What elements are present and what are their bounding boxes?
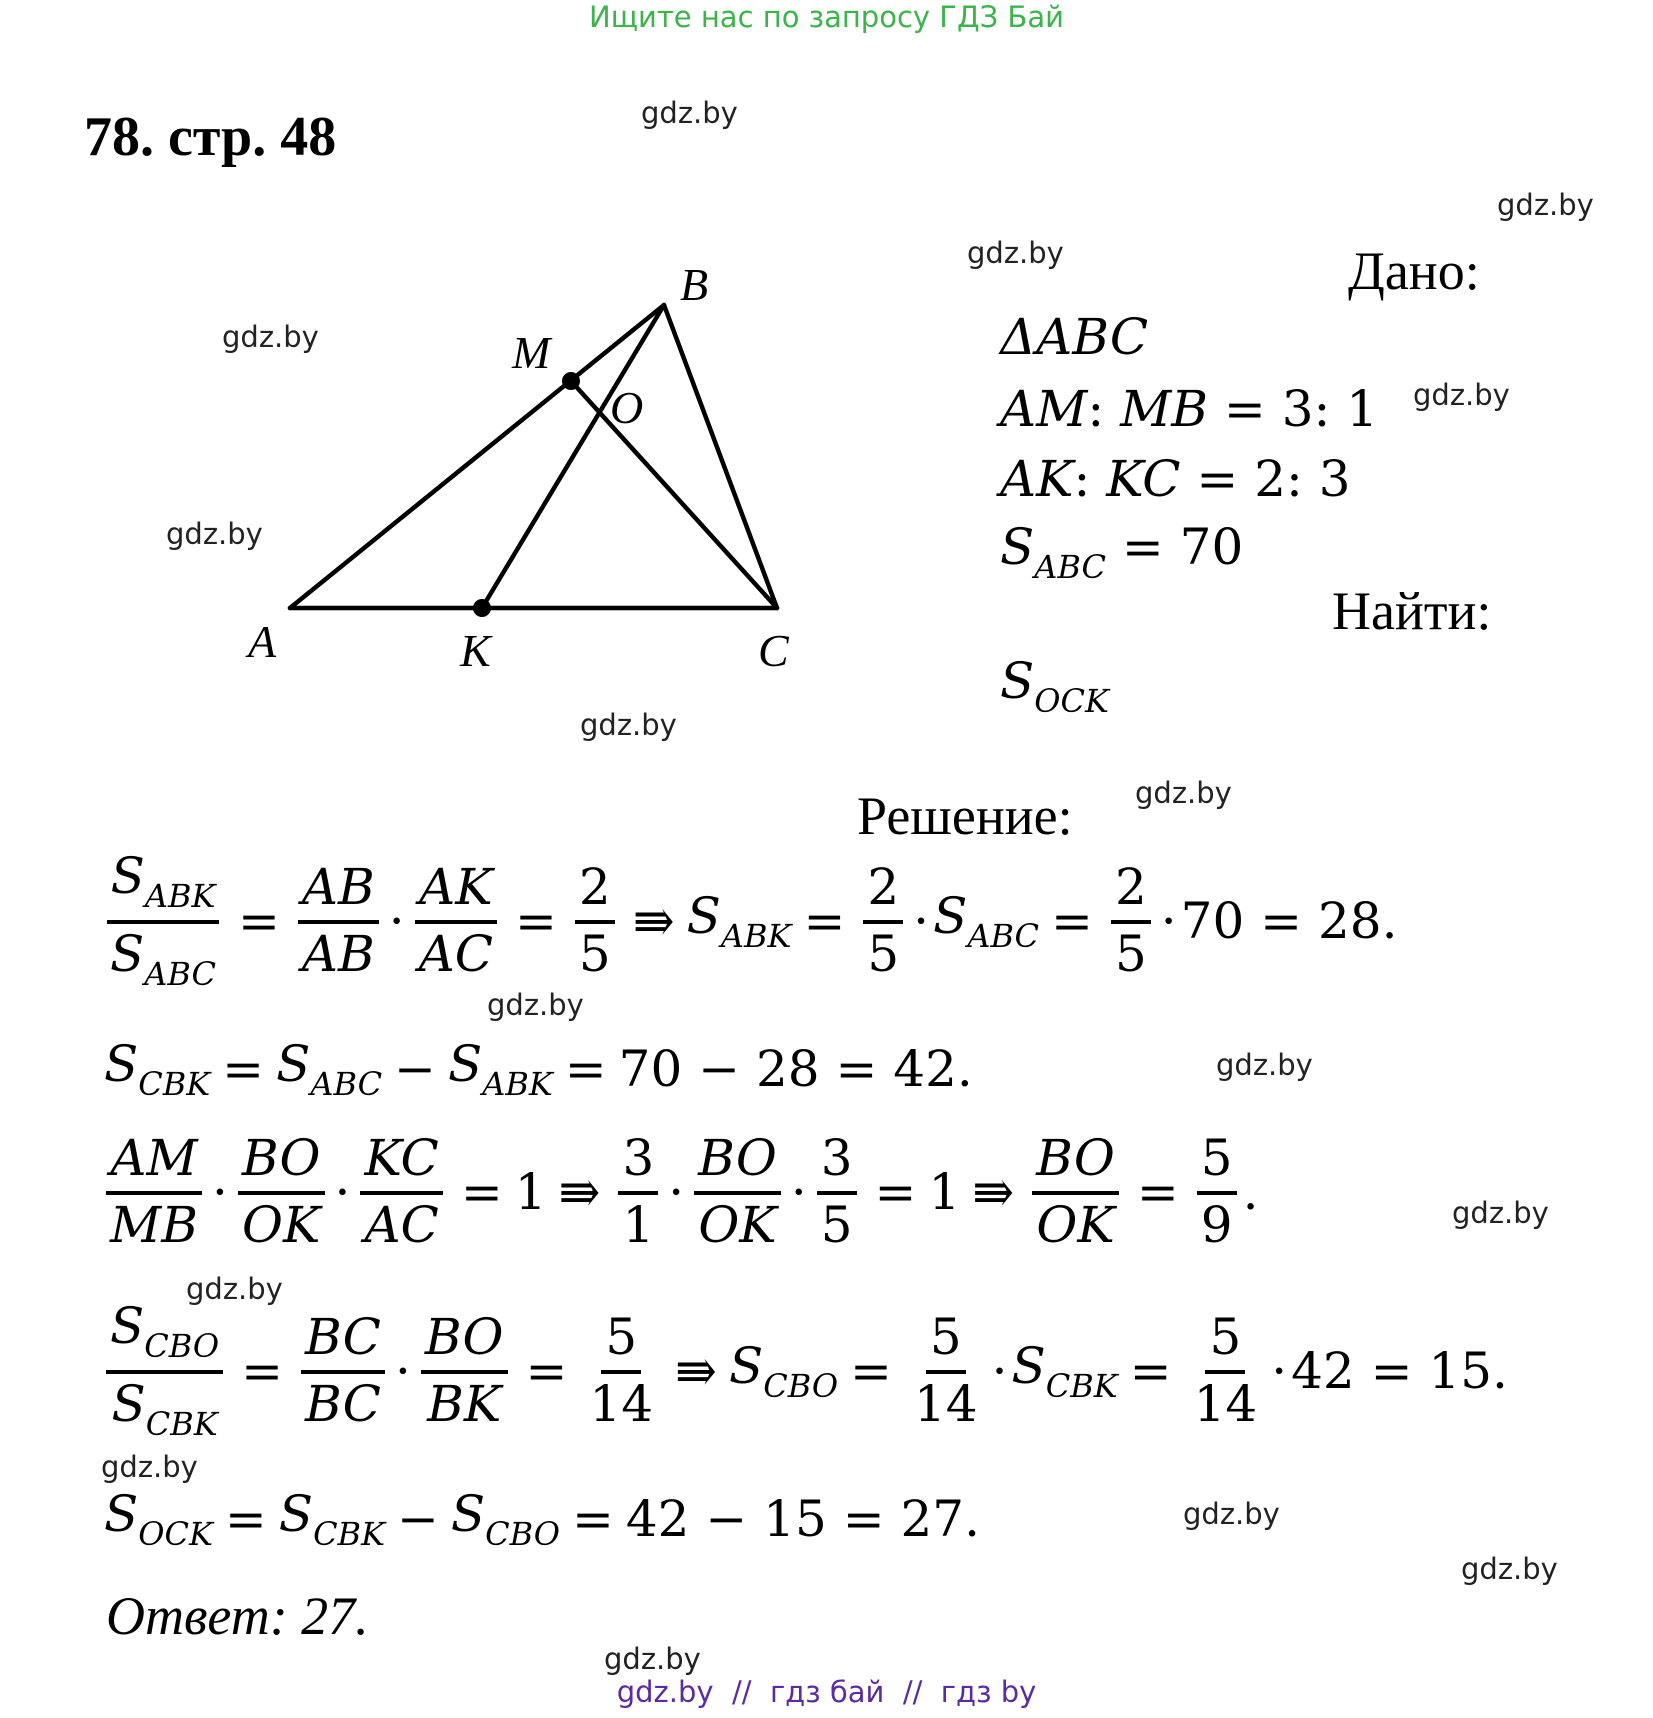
top-banner: Ищите нас по запросу ГДЗ Бай	[589, 0, 1064, 34]
side-AB	[290, 305, 664, 608]
point-M	[562, 372, 580, 390]
watermark: gdz.by	[604, 1642, 701, 1676]
watermark: gdz.by	[1216, 1048, 1313, 1082]
footer-separator: //	[731, 1675, 752, 1709]
watermark: gdz.by	[1135, 776, 1232, 810]
answer: Ответ: 27.	[106, 1586, 369, 1646]
problem-title: 78. стр. 48	[84, 106, 337, 168]
given-heading: Дано:	[1348, 241, 1480, 301]
label-K: K	[460, 625, 491, 676]
given-ratio-am-mb: AM: MB = 3: 1	[1000, 380, 1379, 438]
watermark: gdz.by	[487, 988, 584, 1022]
footer-links	[0, 1675, 1653, 1709]
watermark: gdz.by	[1497, 188, 1594, 222]
given-ratio-ak-kc: AK: KC = 2: 3	[1000, 450, 1351, 508]
equation-2: $S_{CBK}$ = $S_{ABC}$ − $S_{ABK}$ = 70 − 28 = 42.	[104, 1035, 973, 1103]
label-A: A	[248, 616, 277, 667]
watermark: gdz.by	[1413, 378, 1510, 412]
watermark: gdz.by	[101, 1450, 198, 1484]
label-B: B	[680, 259, 709, 310]
watermark: gdz.by	[1461, 1552, 1558, 1586]
label-O: O	[610, 382, 644, 433]
find-heading: Найти:	[1332, 581, 1492, 641]
given-area: $S_{ABC} = 70$	[1000, 518, 1244, 586]
watermark: gdz.by	[166, 517, 263, 551]
footer-link-gdz-bai[interactable]: гдз бай	[769, 1675, 885, 1709]
equation-3: $\frac{AM}{MB}$ · $\frac{BO}{OK}$ · $\frac{KC}{AC}$ = 1 ⇛ $\frac{3}{1}$ · $\frac{BO}{OK}$ · $\frac{3}{5}$ = 1 ⇛ $\frac{BO}{OK}$ = $\frac{5}{9}$ .	[100, 1132, 1258, 1251]
equation-1: $\frac{S_{ABK}}{S_{ABC}}$ = $\frac{AB}{AB}$ · $\frac{AK}{AC}$ = $\frac{2}{5}$ ⇛ $S_{ABK}$ = $\frac{2}{5}$ · $S_{ABC}$ = $\frac{2}{5}$ · 70 = 28.	[100, 850, 1397, 991]
equation-5: $S_{OCK}$ = $S_{CBK}$ − $S_{CBO}$ = 42 − 15 = 27.	[104, 1485, 981, 1553]
side-BC	[664, 305, 777, 608]
find-target: $S_{OCK}$	[1000, 652, 1109, 720]
given-triangle: ΔABC	[1000, 308, 1149, 366]
watermark: gdz.by	[1452, 1196, 1549, 1230]
label-M: M	[512, 327, 551, 378]
watermark: gdz.by	[186, 1272, 283, 1306]
equation-4: $\frac{S_{CBO}}{S_{CBK}}$ = $\frac{BC}{BC}$ · $\frac{BO}{BK}$ = $\frac{5}{14}$ ⇛ $S_{CBO}$ = $\frac{5}{14}$ · $S_{CBK}$ = $\frac{5}{14}$ · 42 = 15.	[100, 1300, 1508, 1441]
watermark: gdz.by	[641, 96, 738, 130]
label-C: C	[758, 625, 789, 676]
watermark: gdz.by	[222, 320, 319, 354]
footer-separator: //	[902, 1675, 923, 1709]
segment-MC	[571, 381, 777, 608]
watermark: gdz.by	[1183, 1497, 1280, 1531]
footer-link-gdz-by-ru[interactable]: гдз by	[940, 1675, 1037, 1709]
watermark: gdz.by	[967, 236, 1064, 270]
point-K	[473, 599, 491, 617]
watermark: gdz.by	[580, 708, 677, 742]
triangle-figure	[230, 250, 830, 690]
footer-link-gdz-by[interactable]: gdz.by	[616, 1675, 714, 1709]
solution-heading: Решение:	[857, 786, 1073, 846]
